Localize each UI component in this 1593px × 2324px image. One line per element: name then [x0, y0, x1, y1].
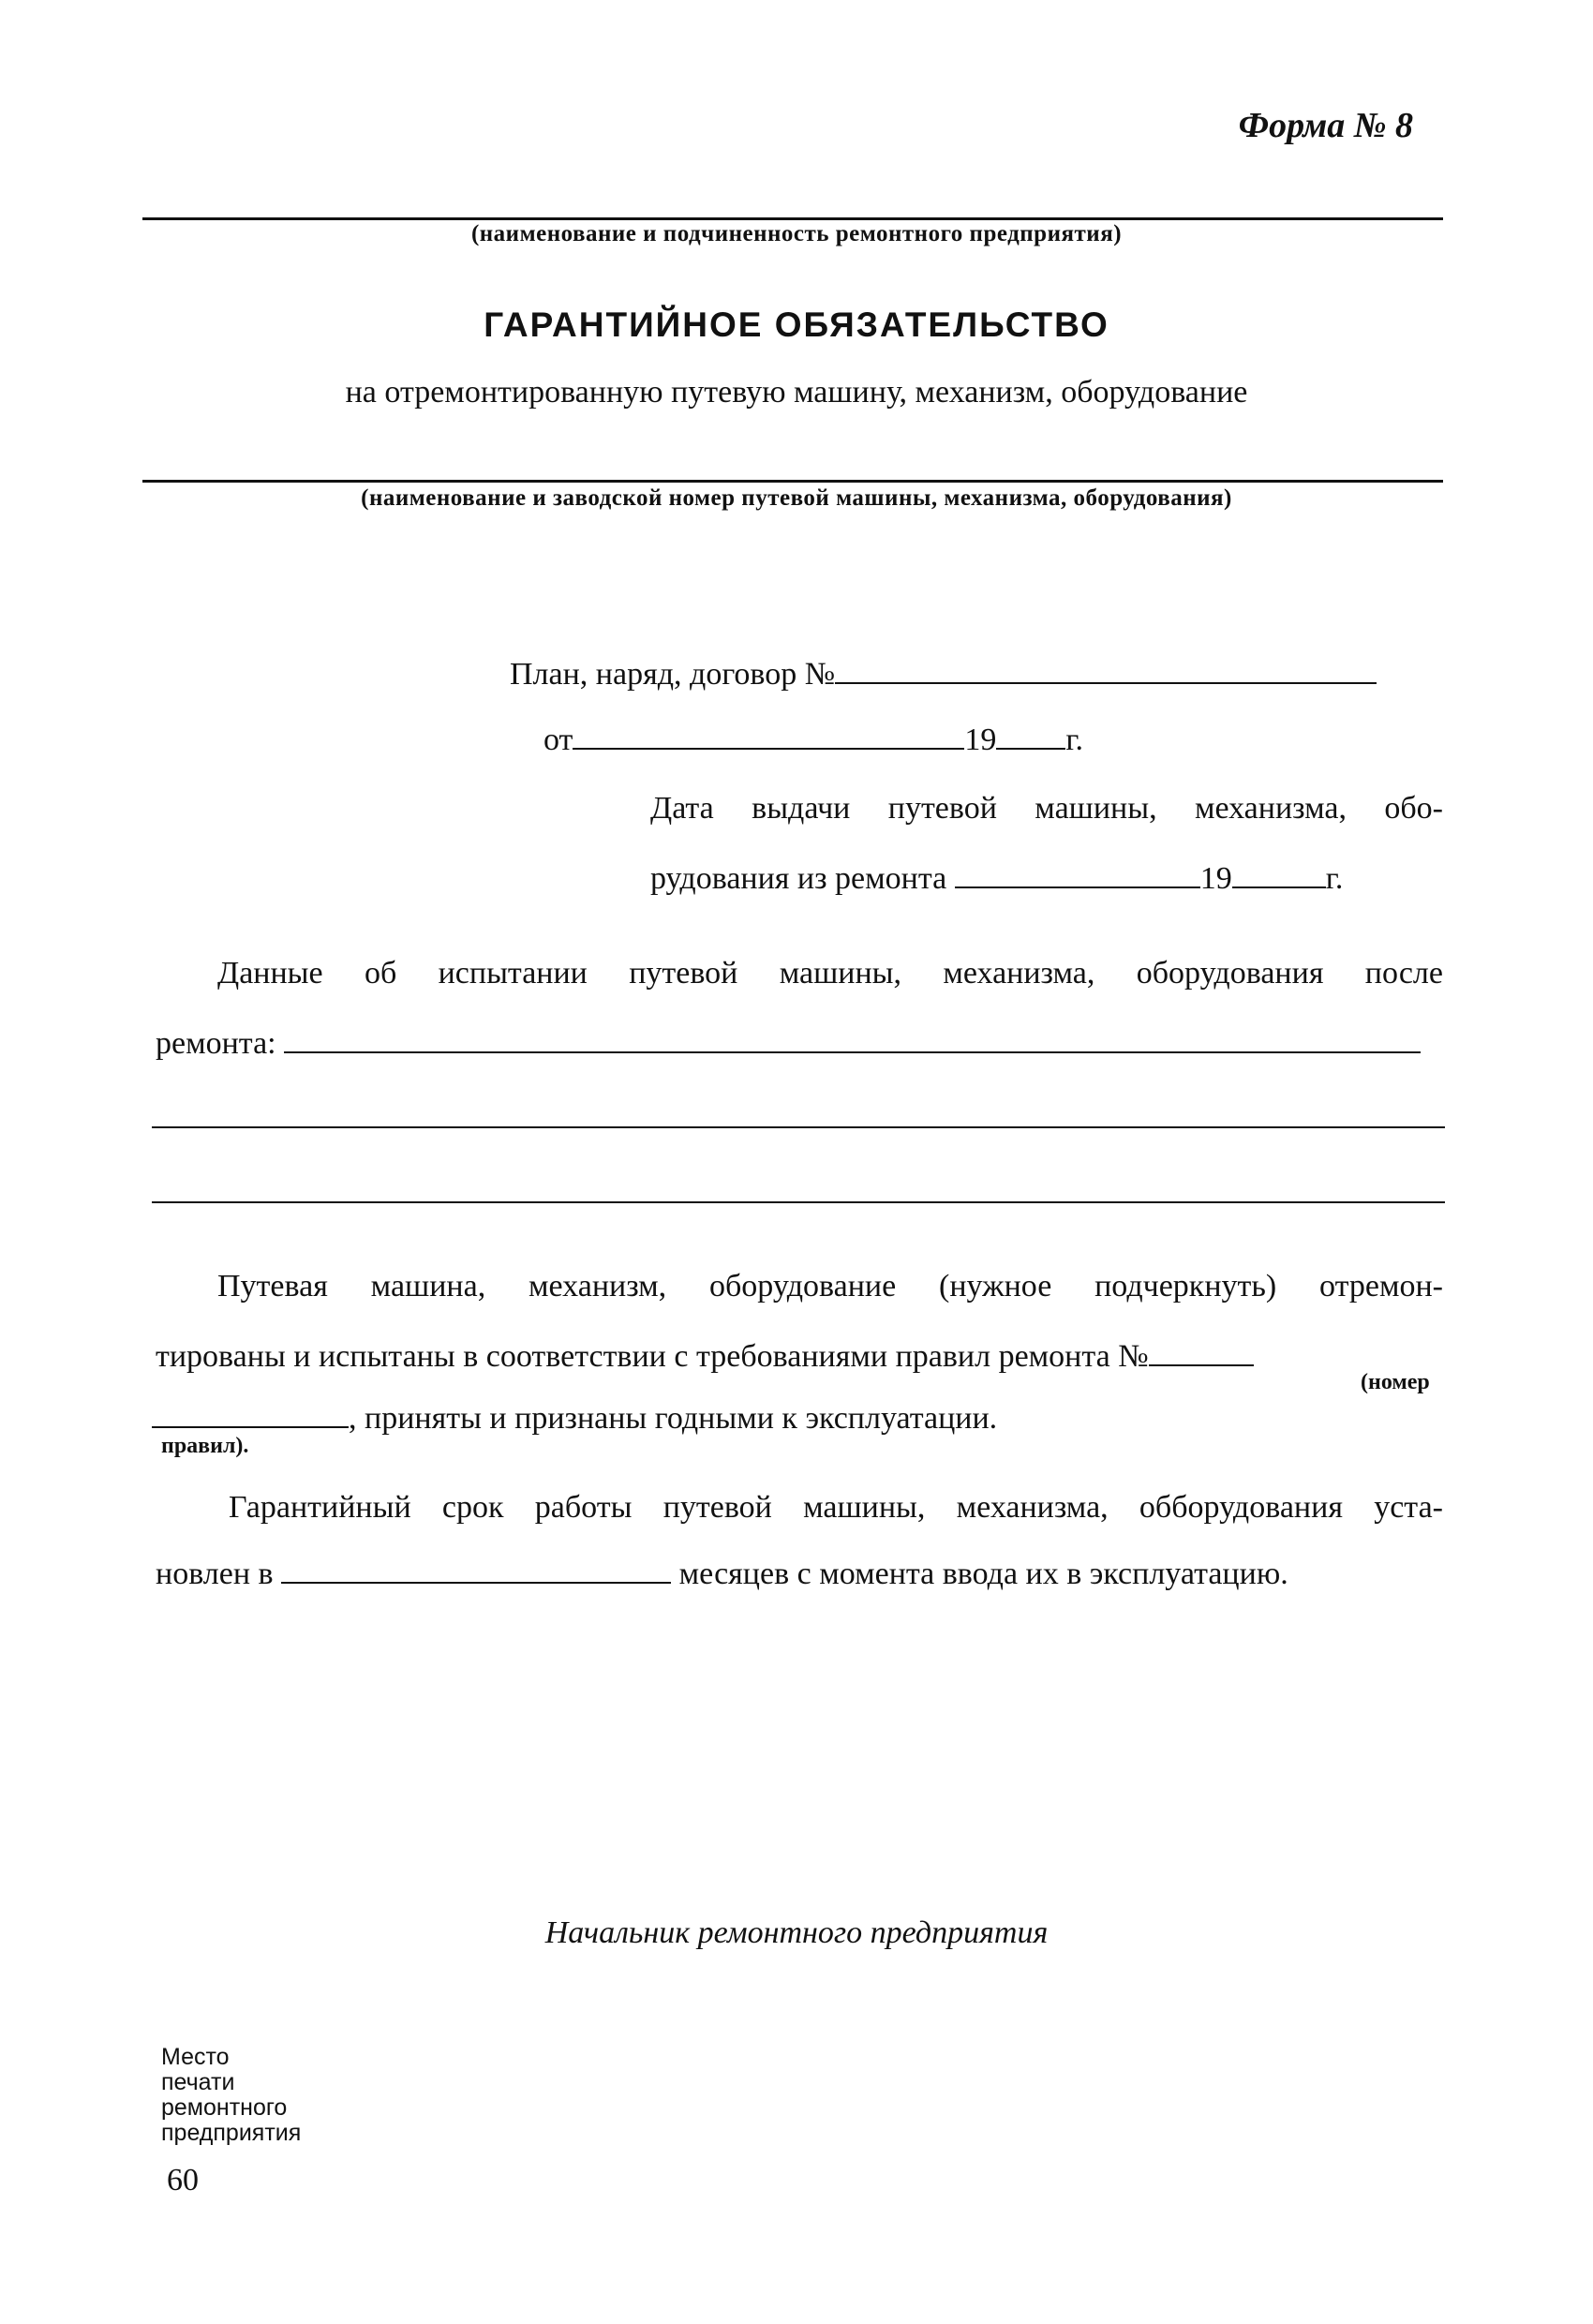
stamp-line: печати — [161, 2069, 235, 2095]
issue-date-field[interactable] — [955, 857, 1200, 888]
warranty-suffix: месяцев с момента ввода их в эксплуатацию. — [678, 1557, 1288, 1591]
test-data-field[interactable] — [284, 1021, 1421, 1053]
test-data-line-3[interactable] — [152, 1201, 1445, 1203]
plan-year-field[interactable] — [996, 718, 1065, 750]
certification-row-2 — [156, 1334, 1254, 1375]
issue-date-label: рудования из ремонта — [650, 861, 947, 896]
plan-year-suffix: г. — [1065, 723, 1084, 757]
certification-line-1: Путевая машина, механизм, оборудование (нужное подчеркнуть) отремон- — [217, 1269, 1443, 1304]
plan-date-row — [543, 718, 1083, 758]
plan-date-field[interactable] — [573, 718, 964, 750]
certification-line-3: , приняты и признаны годными к эксплуатации. — [349, 1401, 998, 1436]
issue-year-prefix: 19 — [1199, 861, 1232, 896]
note-number: (номер — [1361, 1370, 1430, 1394]
test-data-label: ремонта: — [156, 1026, 276, 1061]
issue-date-row — [650, 857, 1343, 897]
stamp-place — [161, 2045, 301, 2146]
stamp-line: ремонтного — [161, 2094, 288, 2121]
certification-line-2: тированы и испытаны в соответствии с требованиями правил ремонта № — [156, 1339, 1149, 1374]
warranty-row-2 — [156, 1552, 1288, 1592]
machine-name-line — [142, 480, 1443, 483]
issue-year-field[interactable] — [1232, 857, 1326, 888]
enterprise-name-line — [142, 217, 1443, 220]
plan-year-prefix: 19 — [964, 723, 997, 757]
warranty-prefix: новлен в — [156, 1557, 274, 1591]
document-subtitle: на отремонтированную путевую машину, механизм, оборудование — [345, 375, 1248, 410]
warranty-months-field[interactable] — [281, 1552, 671, 1584]
form-number: Форма № 8 — [1238, 106, 1413, 145]
note-rules: правил). — [161, 1434, 249, 1458]
plan-label: План, наряд, договор № — [510, 657, 836, 692]
plan-row — [510, 652, 1377, 693]
test-data-row — [156, 1021, 1421, 1062]
machine-caption: (наименование и заводской номер путевой машины, механизма, оборудования) — [361, 485, 1232, 511]
test-data-line-1: Данные об испытании путевой машины, механизма, оборудования после — [217, 956, 1443, 991]
plan-number-field[interactable] — [835, 652, 1377, 684]
issue-year-suffix: г. — [1325, 861, 1344, 896]
enterprise-caption: (наименование и подчиненность ремонтного предприятия) — [470, 221, 1123, 246]
signature-title: Начальник ремонтного предприятия — [544, 1915, 1049, 1950]
document-title: ГАРАНТИЙНОЕ ОБЯЗАТЕЛЬСТВО — [484, 305, 1109, 344]
issue-date-line-1: Дата выдачи путевой машины, механизма, обо- — [650, 791, 1443, 826]
stamp-line: Место — [161, 2044, 230, 2070]
warranty-line-1: Гарантийный срок работы путевой машины, механизма, обборудования уста- — [229, 1490, 1443, 1525]
rules-number-field-2[interactable] — [152, 1396, 349, 1428]
plan-from-label: от — [543, 723, 573, 757]
rules-number-field[interactable] — [1149, 1334, 1254, 1366]
test-data-line-2[interactable] — [152, 1126, 1445, 1128]
stamp-line: предприятия — [161, 2120, 302, 2146]
page-number: 60 — [167, 2163, 199, 2197]
certification-row-3 — [152, 1396, 997, 1437]
